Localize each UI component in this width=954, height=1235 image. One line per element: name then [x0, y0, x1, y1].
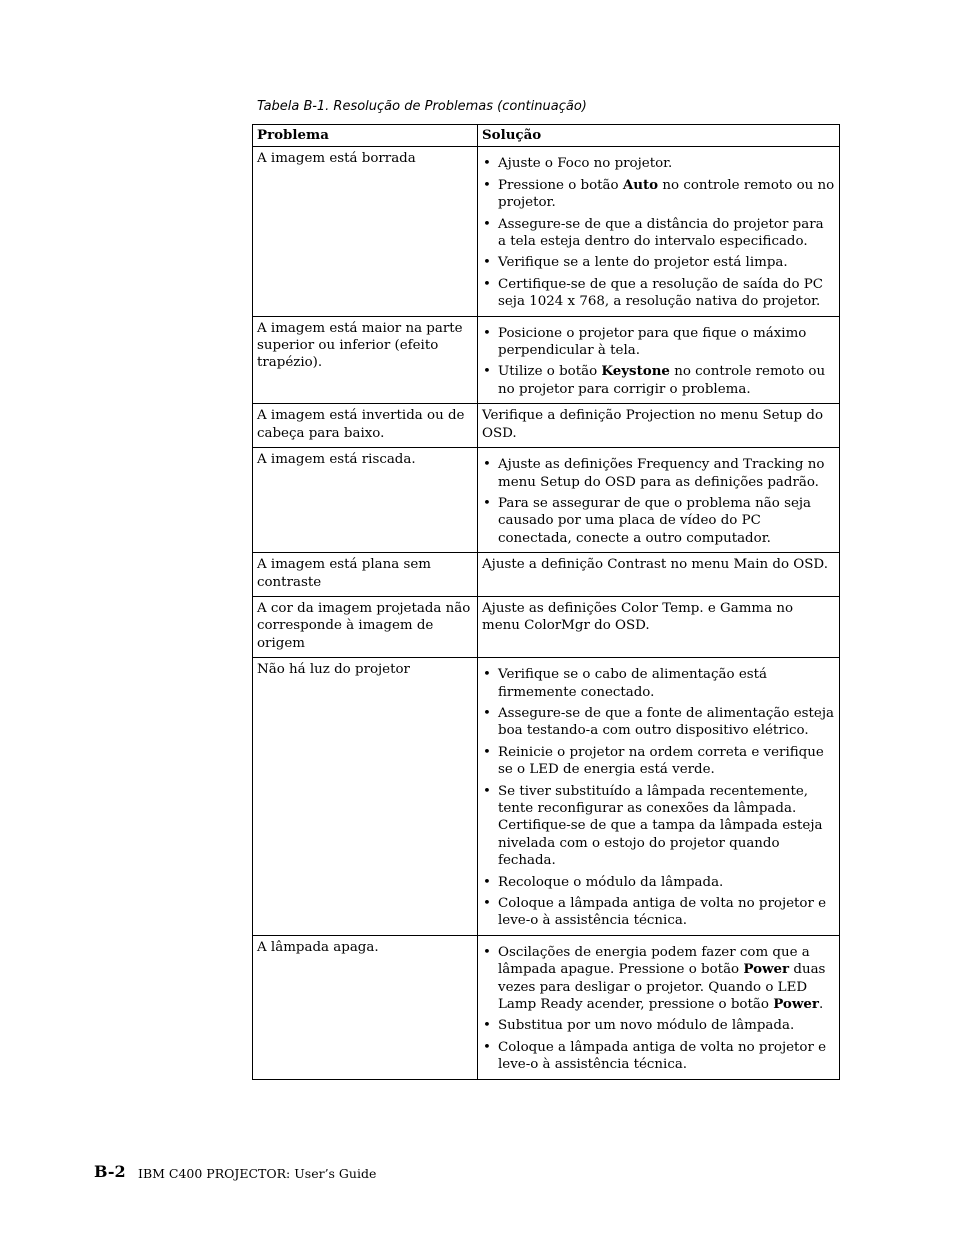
table-row — [253, 147, 840, 316]
problem-cell: A imagem está borrada — [253, 147, 478, 316]
table-caption: Tabela B-1. Resolução de Problemas (continuação) — [257, 99, 587, 114]
header-problem: Problema — [253, 125, 478, 147]
solution-list — [482, 155, 835, 310]
solution-item — [482, 1017, 835, 1034]
solution-text: no controle remoto ou no projetor. — [498, 177, 835, 211]
solution-item — [482, 944, 835, 1014]
solution-item — [482, 155, 835, 172]
table-row — [253, 448, 840, 553]
solution-text: Recoloque o módulo da lâmpada. — [498, 874, 724, 890]
table-row — [253, 316, 840, 404]
solution-item — [482, 744, 835, 779]
solution-item — [482, 495, 835, 547]
problem-cell: A imagem está invertida ou de cabeça para baixo. — [253, 404, 478, 448]
problem-cell: A imagem está plana sem contraste — [253, 553, 478, 597]
solution-list — [482, 944, 835, 1074]
solution-item — [482, 325, 835, 360]
solution-text: Utilize o botão — [498, 364, 602, 380]
solution-item — [482, 1039, 835, 1074]
solution-item — [482, 177, 835, 212]
solution-text: Para se assegurar de que o problema não seja causado por uma placa de vídeo do PC conectada, conecte a outro computador. — [498, 495, 812, 546]
solution-text: Ajuste as definições Frequency and Tracking no menu Setup do OSD para as definições padrão. — [498, 457, 825, 490]
table-row — [253, 553, 840, 597]
solution-cell: Ajuste a definição Contrast no menu Main do OSD. — [478, 553, 840, 597]
solution-text: Se tiver substituído a lâmpada recentemente, tente reconfigurar as conexões da lâmpada. Certifique-se de que a tampa da lâmpada esteja nivelada com o estojo do projetor quando fechada. — [498, 783, 823, 869]
solution-text: Coloque a lâmpada antiga de volta no projetor e leve-o à assistência técnica. — [498, 1039, 827, 1073]
solution-cell: Ajuste as definições Color Temp. e Gamma no menu ColorMgr do OSD. — [478, 596, 840, 657]
table-row — [253, 658, 840, 936]
troubleshooting-table — [252, 124, 840, 1080]
solution-cell — [478, 658, 840, 936]
solution-cell — [478, 316, 840, 404]
solution-text: Ajuste o Foco no projetor. — [498, 156, 673, 172]
table-header-row — [253, 125, 840, 147]
solution-item — [482, 874, 835, 891]
table-row — [253, 596, 840, 657]
solution-text: Oscilações de energia podem fazer com que a lâmpada apague. Pressione o botão — [498, 944, 810, 978]
solution-text: Verifique se o cabo de alimentação está firmemente conectado. — [498, 667, 767, 700]
solution-text: duas vezes para desligar o projetor. Quando o LED Lamp Ready acender, pressione o botão — [498, 962, 826, 1013]
solution-item — [482, 895, 835, 930]
button-name: Power — [773, 996, 819, 1013]
solution-text: Reinicie o projetor na ordem correta e verifique se o LED de energia está verde. — [498, 744, 824, 778]
solution-text: Assegure-se de que a fonte de alimentação esteja boa testando-a com outro dispositivo elétrico. — [498, 705, 834, 739]
button-name: Keystone — [601, 363, 670, 380]
solution-text: Verifique se a lente do projetor está limpa. — [498, 255, 788, 271]
solution-item — [482, 216, 835, 251]
solution-text: . — [818, 997, 824, 1013]
solution-item — [482, 254, 835, 271]
solution-text: Pressione o botão — [498, 177, 623, 193]
problem-cell: A lâmpada apaga. — [253, 935, 478, 1079]
problem-cell: A imagem está maior na parte superior ou inferior (efeito trapézio). — [253, 316, 478, 404]
solution-cell — [478, 147, 840, 316]
solution-item — [482, 363, 835, 398]
solution-list — [482, 456, 835, 547]
table-body — [253, 147, 840, 1079]
solution-cell — [478, 448, 840, 553]
solution-text: Assegure-se de que a distância do projetor para a tela esteja dentro do intervalo especificado. — [498, 216, 824, 250]
page-footer — [94, 1162, 377, 1181]
button-name: Auto — [622, 176, 659, 193]
button-name: Power — [743, 961, 790, 978]
solution-text: Posicione o projetor para que fique o máximo perpendicular à tela. — [498, 325, 807, 359]
solution-item — [482, 456, 835, 491]
solution-text: Certifique-se de que a resolução de saída do PC seja 1024 x 768, a resolução nativa do projetor. — [498, 276, 824, 310]
solution-cell — [478, 935, 840, 1079]
solution-item — [482, 276, 835, 311]
header-solution: Solução — [478, 125, 840, 147]
solution-item — [482, 783, 835, 870]
solution-text: Substitua por um novo módulo de lâmpada. — [498, 1018, 795, 1034]
solution-item — [482, 666, 835, 701]
problem-cell: Não há luz do projetor — [253, 658, 478, 936]
solution-cell: Verifique a definição Projection no menu Setup do OSD. — [478, 404, 840, 448]
table-row — [253, 935, 840, 1079]
solution-list — [482, 666, 835, 930]
page-number: B-2 — [94, 1162, 126, 1181]
solution-text: Coloque a lâmpada antiga de volta no projetor e leve-o à assistência técnica. — [498, 896, 827, 929]
solution-list — [482, 325, 835, 399]
solution-item — [482, 705, 835, 740]
solution-text: no controle remoto ou no projetor para corrigir o problema. — [498, 364, 826, 397]
book-title: IBM C400 PROJECTOR: User’s Guide — [138, 1166, 377, 1181]
problem-cell: A cor da imagem projetada não corresponde à imagem de origem — [253, 596, 478, 657]
problem-cell: A imagem está riscada. — [253, 448, 478, 553]
table-row — [253, 404, 840, 448]
